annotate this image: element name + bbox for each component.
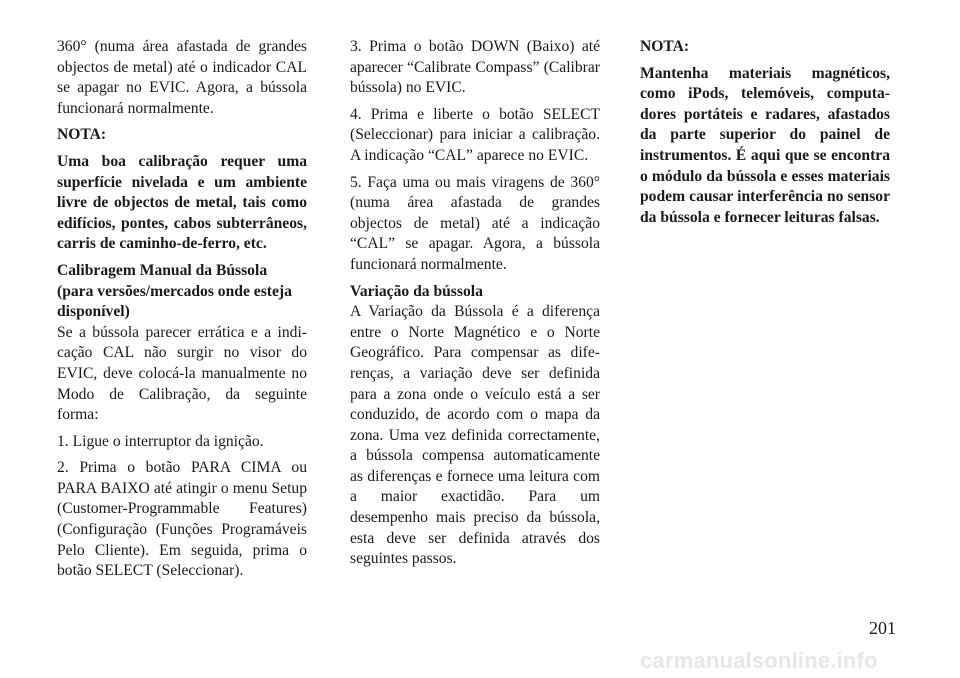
section-heading-manual-calibration: Calibragem Manual da Bússola (para versões/mercados onde esteja disponível) xyxy=(57,261,292,321)
text-column-1 xyxy=(57,37,307,588)
paragraph-compass-variation: A Variação da Bússola é a diferença entre o Norte Magnético e o Norte Geográfico. Para compensar as diferenças, a variação deve ser definida para a zona onde o veículo está a ser conduzido, de acordo com o mapa da zona. Uma vez definida correctamente, a bússola compensa automaticamente as diferenças e fornece uma leitura com a maior exactidão. Para um desempenho mais preciso da bússola, esta deve ser definida através dos seguintes passos. xyxy=(350,303,600,568)
paragraph-compass-turns: 360° (numa área afastada de grandes objectos de metal) até o indicador CAL se apagar no EVIC. Agora, a bússola funcionará normalmente. xyxy=(57,38,307,117)
step-3: 3. Prima o botão DOWN (Baixo) até aparecer “Calibrate Compass” (Calibrar bússola) no EVIC. xyxy=(350,38,600,97)
note-label: NOTA: xyxy=(640,38,690,55)
text-column-3 xyxy=(640,37,890,234)
note-label: NOTA: xyxy=(57,126,107,144)
step-1: 1. Ligue o interruptor da ignição. xyxy=(57,432,264,450)
note-text-calibration: Uma boa calibração requer uma superfície nivelada e um ambiente livre de objectos de metal, tais como edifícios, pontes, cabos subterrâneos, carris de caminho-de-ferro, etc. xyxy=(57,152,307,253)
watermark: carmanualsonline.info xyxy=(640,648,878,673)
step-4: 4. Prima e liberte o botão SELECT (Seleccionar) para iniciar a calibração. A indicação “CAL” aparece no EVIC. xyxy=(350,105,600,164)
step-2: 2. Prima o botão PARA CIMA ou PARA BAIXO até atingir o menu Setup (Customer-Programmable Features) (Configuração (Funções Programáveis Pelo Cliente). Em seguida, prima o botão SELECT (Seleccionar). xyxy=(57,459,307,580)
section-heading-compass-variation: Variação da bússola xyxy=(350,282,483,300)
step-5: 5. Faça uma ou mais viragens de 360° (numa área afastada de grandes objectos de metal) até a indicação “CAL” se apagar. Agora, a bússola funcionará normalmente. xyxy=(350,173,600,273)
paragraph-manual-calibration: Se a bússola parecer errática e a indicação CAL não surgir no visor do EVIC, deve colocá-la manualmente no Modo de Calibração, da seguinte forma: xyxy=(57,323,307,424)
page-number: 201 xyxy=(869,618,896,638)
note-text-magnetic-materials: Mantenha materiais magnéticos, como iPods, telemóveis, computadores portáteis e radares, afastados da parte superior do painel de instrumentos. É aqui que se encontra o módulo da bússola e esses materiais podem causar interferência no sensor da bússola e fornecer leituras falsas. xyxy=(640,64,890,226)
text-column-2 xyxy=(350,37,600,576)
